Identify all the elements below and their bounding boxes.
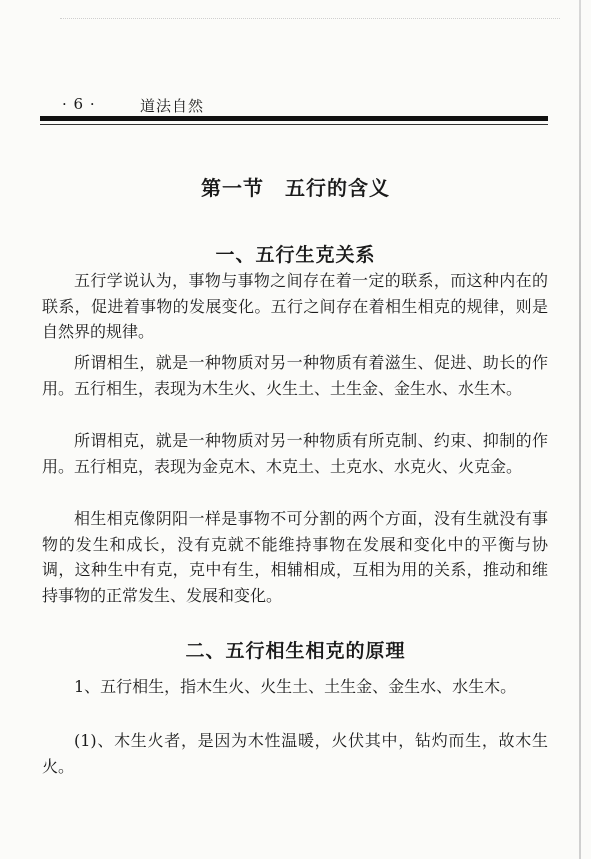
subsection-title-2: 二、五行相生相克的原理 [185,640,406,662]
running-header [52,95,540,115]
header-rule-thin [40,124,548,125]
paragraph: 所谓相克，就是一种物质对另一种物质有所克制、约束、抑制的作用。五行相克，表现为金克木、木克土、土克水、水克火、火克金。 [42,431,548,476]
paragraph: 1、五行相生，指木生火、火生土、土生金、金生水、水生木。 [74,677,517,696]
header-rule-thick [40,116,548,121]
paragraph: 相生相克像阴阳一样是事物不可分割的两个方面，没有生就没有事物的发生和成长，没有克就不能维持事物在发展和变化中的平衡与协调，这种生中有克，克中有生，相辅相成，互相为用的关系，推动和维持事物的正常发生、发展和变化。 [42,509,548,605]
subsection-title-1: 一、五行生克关系 [215,244,376,266]
page-edge [579,0,581,859]
book-title: 道法自然 [140,97,205,115]
section-title: 第一节 五行的含义 [201,176,390,200]
paragraph: 五行学说认为，事物与事物之间存在着一定的联系，而这种内在的联系，促进着事物的发展变化。五行之间存在着相生相克的规律，则是自然界的规律。 [42,271,548,341]
scan-artifact [60,18,560,20]
paragraph: (1)、木生火者，是因为木性温暖，火伏其中，钻灼而生，故木生火。 [42,731,548,776]
page-number: · 6 · [62,95,96,113]
paragraph: 所谓相生，就是一种物质对另一种物质有着滋生、促进、助长的作用。五行相生，表现为木生火、火生土、土生金、金生水、水生木。 [42,353,548,398]
